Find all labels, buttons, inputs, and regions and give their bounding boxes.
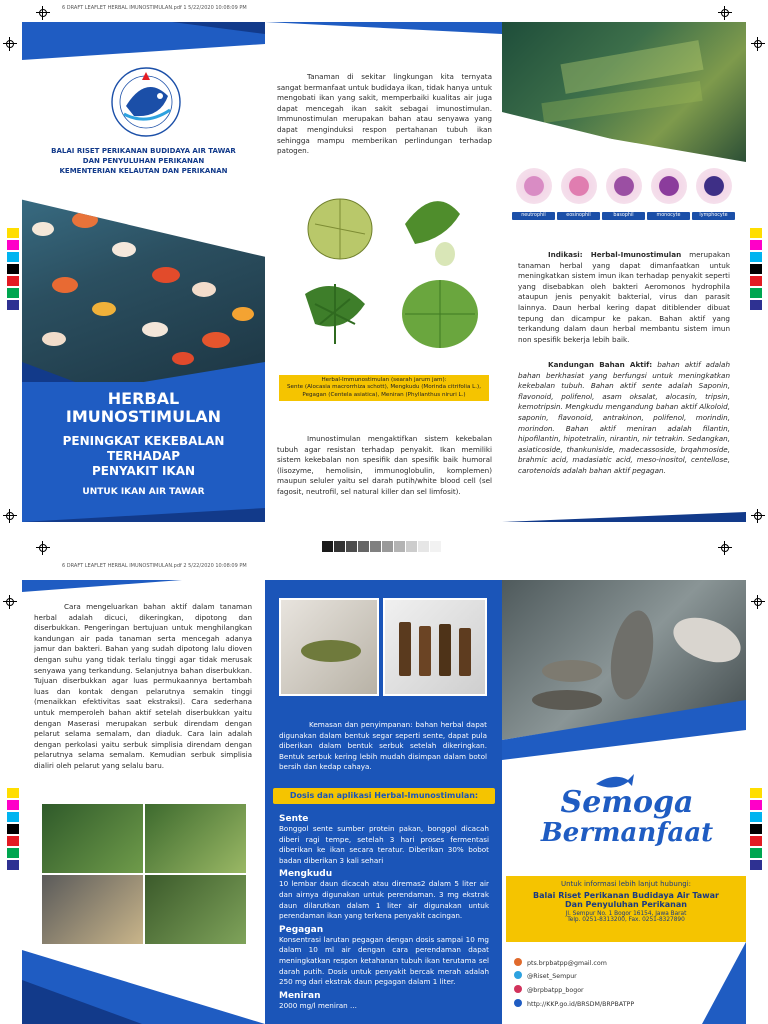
blood-cell-eosinophil xyxy=(561,168,597,204)
intro-paragraph-1: Tanaman di sekitar lingkungan kita ternyata sangat bermanfaat untuk budidaya ikan, tidak hanya untuk mengobati ikan yang sakit, memperbaiki kualitas air juga dapat mencegah ikan sakit sebagai imunostimulan. Immunostimulan merupakan bahan atau senyawa yang dapat menginduksi respon pertahanan tubuh ikan sehingga mampu memberikan perlindungan terhadap patogen. xyxy=(277,72,492,156)
grey-swatch xyxy=(322,541,333,552)
intro-top-triangle xyxy=(265,22,502,62)
contact-org-2: Dan Penyuluhan Perikanan xyxy=(565,900,687,909)
blood-cell-label: lymphocyte xyxy=(692,212,735,220)
kemasan-paragraph: Kemasan dan penyimpanan: bahan herbal dapat digunakan dalam bentuk segar seperti sente, dapat pula diberikan dalam bentuk serbuk setelah dikeringkan. Bentuk serbuk kering lebih mudah disimpan dalam botol bersih dan kedap cahaya. xyxy=(279,720,487,772)
cover-title-2: IMUNOSTIMULAN xyxy=(65,407,222,426)
color-swatch xyxy=(750,300,762,310)
color-swatch xyxy=(7,264,19,274)
blood-cell-label: monocyte xyxy=(647,212,690,220)
blood-cell-label: basophil xyxy=(602,212,645,220)
color-swatch xyxy=(7,848,19,858)
crop-mark xyxy=(718,541,732,555)
dosis-list xyxy=(279,814,489,1011)
grey-swatch xyxy=(370,541,381,552)
color-swatch xyxy=(750,252,762,262)
closing-line-2: Bermanfaat xyxy=(540,818,714,848)
indikasi-paragraph xyxy=(518,250,730,345)
indikasi-label: Indikasi: Herbal-Imunostimulan xyxy=(548,250,682,259)
color-bar-right-2 xyxy=(750,788,762,888)
instagram-icon xyxy=(514,985,522,993)
color-swatch xyxy=(7,276,19,286)
kkp-logo xyxy=(110,66,182,138)
grey-swatch xyxy=(382,541,393,552)
color-swatch xyxy=(7,240,19,250)
color-swatch xyxy=(750,276,762,286)
dosis-item-name: Sente xyxy=(279,814,309,824)
processing-photos xyxy=(42,804,246,944)
dosis-item-text: 10 lembar daun dicacah atau diremas2 dalam 5 liter air dan airnya digunakan untuk perendaman. 3 mg ekstrak daun dilarutkan dalam 1 liter air digunakan untuk perendaman ikan yang terkena penyakit cacingan. xyxy=(279,879,489,921)
crop-mark xyxy=(751,37,765,51)
contact-box xyxy=(506,876,746,942)
dosis-item-name: Meniran xyxy=(279,990,321,1001)
grey-scale-strip xyxy=(322,541,442,552)
dosis-item-text: Bonggol sente sumber protein pakan, bonggol dicacah diberi ragi tempe, setelah 3 hari proses fermentasi diberikan ke ikan secara teratur. Diberikan 30% bobot badan diberikan 3 kali sehari xyxy=(279,824,489,865)
color-swatch xyxy=(750,240,762,250)
website-icon xyxy=(514,999,522,1007)
crop-mark xyxy=(751,595,765,609)
intro-paragraph-2: Imunostimulan mengaktifkan sistem kekebalan tubuh agar resistan terhadap penyakit. Ikan memiliki sistem kekebalan non spesifik dan spesifik baik humoral (lisozyme, hemolisin, immunoglobulin, komplemen) maupun seluler yaitu sel darah putih/white blood cell (sel fagosit, neutrofil, sel natural killer dan sel limfosit). xyxy=(277,434,492,496)
dosis-item-name: Pegagan xyxy=(279,924,324,935)
color-swatch xyxy=(750,848,762,858)
color-swatch xyxy=(750,228,762,238)
dosis-panel xyxy=(265,580,502,1024)
kandungan-text: bahan aktif adalah bahan berkhasiat yang berfungsi untuk meningkatkan kekebalan tubuh. Bahan aktif sente adalah Saponin, flavonoid, polifenol, asam oksalat, alocasin, tripsin, kemotripsin. Mengkudu mengandung bahan aktif Alkoloid, saponin, flavonoid, antrakinon, polifenol, morindin, morindon. Bahan aktif meniran adalah filantin, hipofilantin, hipotetralin, nirantin, nir tetrakin. Sedangkan, asiaticoside, thankuniside, madecassoside, brqahmoside, brahmic acid, madasiatic acid, meso-inositol, centellose, carotenoids adalah bahan aktif pegagan. xyxy=(518,360,730,475)
herbal-powder-photo xyxy=(279,598,379,696)
contact-instagram-row[interactable] xyxy=(514,985,584,994)
color-swatch xyxy=(7,288,19,298)
contact-side-triangle xyxy=(702,942,746,1024)
crop-mark xyxy=(3,509,17,523)
contact-twitter-row[interactable] xyxy=(514,971,577,980)
grey-swatch xyxy=(418,541,429,552)
kandungan-label: Kandungan Bahan Aktif: xyxy=(548,360,653,369)
cover-subtitle-3: PENYAKIT IKAN xyxy=(91,464,196,478)
intro-panel xyxy=(265,22,502,522)
color-swatch xyxy=(7,300,19,310)
print-file-line: 6 DRAFT LEAFLET HERBAL IMUNOSTIMULAN.pdf 1 5/22/2020 10:08:09 PM xyxy=(62,5,247,11)
color-swatch xyxy=(7,836,19,846)
cover-tagline: UNTUK IKAN AIR TAWAR xyxy=(82,487,205,497)
color-swatch xyxy=(750,788,762,798)
grey-swatch xyxy=(334,541,345,552)
contact-twitter[interactable]: @Riset_Sempur xyxy=(527,973,577,980)
crop-mark xyxy=(36,541,50,555)
color-swatch xyxy=(750,288,762,298)
institution-line-3: KEMENTERIAN KELAUTAN DAN PERIKANAN xyxy=(59,167,228,175)
grey-swatch xyxy=(346,541,357,552)
color-swatch xyxy=(7,312,19,322)
plants-caption-1: Herbal-Immunostimulan (searah jarum jam): xyxy=(321,377,447,383)
contact-address: Jl. Sempur No. 1 Bogor 16154, Jawa Barat xyxy=(565,911,687,917)
blood-cell-monocyte xyxy=(651,168,687,204)
crop-mark xyxy=(36,6,50,20)
indikasi-text: merupakan tanaman herbal yang dapat dimanfaatkan untuk meningkatkan sistem imun ikan terhadap penyakit seperti yang disebabkan oleh bakteri Aeromonos hydrophila ataupun jenis penyakit bakterial, virus dan parasit lainnya. Daun herbal kering dapat ditiblender dibuat tepung dan dicampur ke pakan. Bahan aktif yang terkandung dalam daun herbal membantu sistem imun non spesifik bekerja lebih baik. xyxy=(518,250,731,344)
indikasi-panel xyxy=(502,22,746,522)
crop-mark xyxy=(751,509,765,523)
plants-caption-box xyxy=(279,375,489,401)
contact-website[interactable]: http://KKP.go.id/BRSDM/BRPBATPP xyxy=(527,1001,635,1008)
color-swatch xyxy=(7,788,19,798)
color-swatch xyxy=(750,860,762,870)
herbal-bottles-photo xyxy=(383,598,487,696)
contact-website-row[interactable] xyxy=(514,999,634,1008)
color-swatch xyxy=(750,800,762,810)
color-bar-right xyxy=(750,228,762,328)
color-swatch xyxy=(7,252,19,262)
closing-line-1: Semoga xyxy=(560,785,694,820)
proses-bottom-triangle xyxy=(22,950,265,1024)
color-swatch xyxy=(750,836,762,846)
contact-org-1: Balai Riset Perikanan Budidaya Air Tawar xyxy=(533,891,719,900)
grey-swatch xyxy=(358,541,369,552)
grey-swatch xyxy=(430,541,441,552)
kandungan-paragraph xyxy=(518,360,730,477)
white-blood-cells xyxy=(512,168,736,230)
blood-cell-label: neutrophil xyxy=(512,212,555,220)
color-swatch xyxy=(7,872,19,882)
cover-subtitle-2: TERHADAP xyxy=(107,449,180,463)
proses-panel xyxy=(22,580,265,1024)
blood-cell-lymphocyte xyxy=(696,168,732,204)
plants-caption-2: Sente (Alocasia macrorrhiza schott), Mengkudu (Morinda citrifolia L.), xyxy=(286,384,482,391)
institution-line-2: DAN PENYULUHAN PERIKANAN xyxy=(82,157,205,165)
grey-swatch xyxy=(406,541,417,552)
color-swatch xyxy=(750,264,762,274)
color-bar-left-2 xyxy=(7,788,19,888)
cover-title-1: HERBAL xyxy=(107,389,180,408)
contact-email[interactable]: pts.brpbatpp@gmail.com xyxy=(527,960,607,967)
page1-bottom-band xyxy=(22,508,746,522)
contact-phone: Telp. 0251-8313200, Fax. 0251-8327890 xyxy=(567,917,685,923)
email-icon xyxy=(514,958,522,966)
color-swatch xyxy=(750,824,762,834)
dosis-title-box xyxy=(273,788,495,804)
proses-paragraph: Cara mengeluarkan bahan aktif dalam tanaman herbal adalah dicuci, dikeringkan, dipotong dan diserbukkan. Pengeringan bertujuan untuk menghilangkan kandungan air pada tanaman serta mencegah adanya jamur dan bakteri. Bahan yang sudah dipotong lalu dioven dengan suhu yang tidak terlalu tinggi agar tidak merusak senyawa yang terkandung. Selanjutnya bahan diserbukkan. Tujuan diserbukkan agar luas permukaannya bertambah luas dan kontak dengan pelarutnya semakin tinggi (menaikkan efektivitas saat ekstraksi). Cara sederhana untuk memperoleh bahan aktif setelah diserbukkan yaitu dengan Maserasi merupakan serbuk direndam dengan pelarut selama semalam, dan diaduk. Cara lain adalah dengan perkolasi yaitu serbuk simplisia direndam dengan pelarutnya selama semalam. Kemudian serbuk simplisia dialiri oleh pelarut yang selalu baru. xyxy=(34,602,252,770)
dosis-item-text: 2000 mg/l meniran ... xyxy=(279,1000,357,1010)
color-swatch xyxy=(750,812,762,822)
print-file-line: 6 DRAFT LEAFLET HERBAL IMUNOSTIMULAN.pdf 2 5/22/2020 10:08:09 PM xyxy=(62,563,247,569)
institution-name xyxy=(22,146,265,176)
color-swatch xyxy=(7,228,19,238)
dosis-item-text: Konsentrasi larutan pegagan dengan dosis sampai 10 mg dalam 10 ml air dengan cara perendaman dapat meningkatkan respon ketahanan tubuh ikan terutama sel darah putih. Dosis untuk penyakit bercak merah adalah 250 mg dari ekstrak daun pegagan dalam 1 liter. xyxy=(279,934,489,987)
color-swatch xyxy=(750,872,762,882)
grey-swatch xyxy=(394,541,405,552)
proses-top-triangle xyxy=(22,580,265,600)
cover-panel xyxy=(22,22,265,522)
dosis-title: Dosis dan aplikasi Herbal-Imunostimulan: xyxy=(289,791,479,800)
contact-email-row[interactable] xyxy=(514,958,607,967)
blood-cell-neutrophil xyxy=(516,168,552,204)
color-swatch xyxy=(7,860,19,870)
blood-cell-basophil xyxy=(606,168,642,204)
color-swatch xyxy=(7,800,19,810)
color-swatch xyxy=(7,812,19,822)
crop-mark xyxy=(3,595,17,609)
dosis-item-name: Mengkudu xyxy=(279,869,333,880)
crop-mark xyxy=(718,6,732,20)
blood-cell-label: eosinophil xyxy=(557,212,600,220)
cover-subtitle-1: PENINGKAT KEKEBALAN xyxy=(62,434,225,448)
plants-caption-3: Pegagan (Centela asiatica), Meniran (Phyllanthus niruri L.) xyxy=(302,391,466,398)
herbal-plants-collage xyxy=(285,184,485,374)
contact-intro: Untuk informasi lebih lanjut hubungi: xyxy=(560,880,692,888)
color-swatch xyxy=(750,312,762,322)
color-swatch xyxy=(7,824,19,834)
color-bar-left xyxy=(7,228,19,328)
cover-title-block xyxy=(22,382,265,522)
contact-instagram[interactable]: @brpbatpp_bogor xyxy=(527,987,584,994)
institution-line-1: BALAI RISET PERIKANAN BUDIDAYA AIR TAWAR xyxy=(51,147,236,155)
twitter-icon xyxy=(514,971,522,979)
closing-triangle xyxy=(502,700,746,760)
crop-mark xyxy=(3,37,17,51)
